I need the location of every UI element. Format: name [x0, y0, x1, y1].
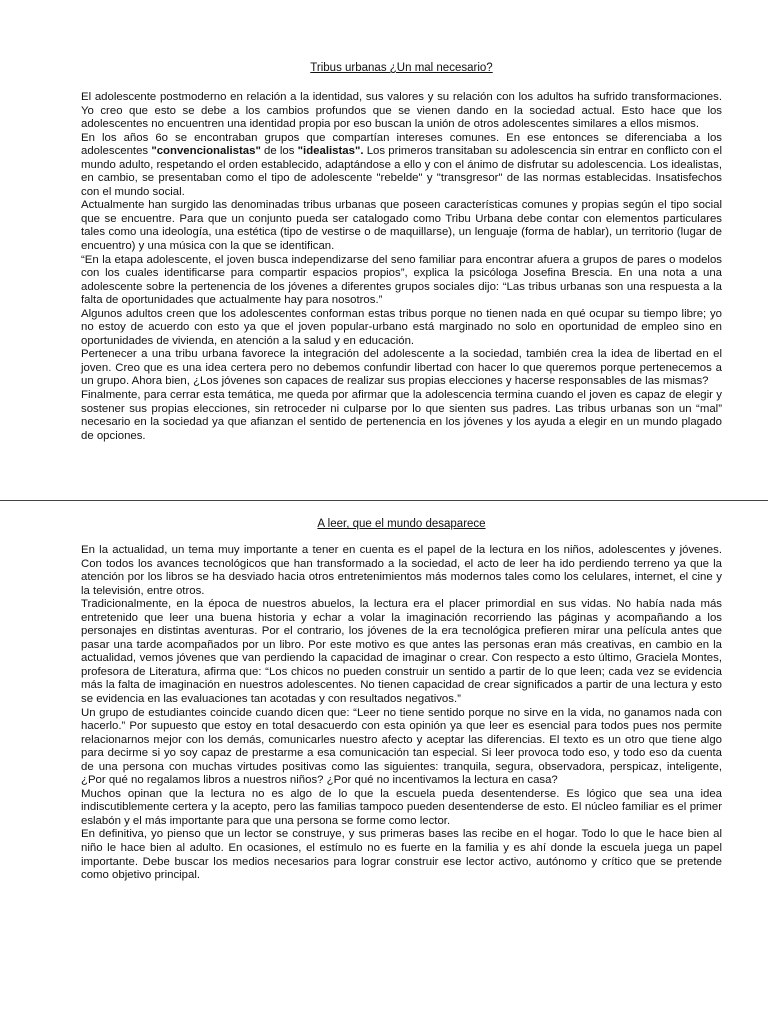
paragraph: Un grupo de estudiantes coincide cuando dicen que: “Leer no tiene sentido porque no sirve en la vida, no ganamos nada con hacerlo.” Por supuesto que estoy en total desacuerdo con esta opinión ya que leer es esencial para todos pues nos permite relacionarnos mejor con los demás, comunicarles nuestro afecto y aceptar las diferencias. El texto es un otro que tiene algo para decirme si yo soy capaz de prestarme a esa comunicación tan especial. Si leer provoca todo eso, y todo eso da cuenta de una persona con muchas virtudes positivas como las siguientes: tranquila, segura, observadora, perspicaz, inteligente, ¿Por qué no regalamos libros a nuestros niños? ¿Por qué no incentivamos la lectura en casa? — [81, 706, 722, 787]
section-divider — [0, 500, 768, 501]
paragraph — [81, 132, 722, 200]
paragraph: En definitiva, yo pienso que un lector se construye, y sus primeras bases las recibe en el hogar. Todo lo que le hace bien al niño le hace bien al adulto. En ocasiones, el estímulo no es fuerte en la familia y es ahí donde la escuela juega un papel importante. Debe buscar los medios necesarios para lograr construir ese lector activo, autónomo y crítico que se pretende como objetivo principal. — [81, 828, 722, 882]
paragraph: Actualmente han surgido las denominadas tribus urbanas que poseen características comunes y propias según el tipo social que se encuentre. Para que un conjunto pueda ser catalogado como Tribu Urbana debe contar con elementos particulares tales como una ideología, una estética (tipo de vestirse o de maquillarse), un lenguaje (forma de hablar), un territorio (lugar de encuentro) y una música con la que se identifican. — [81, 199, 722, 253]
article-tribus-urbanas — [81, 61, 722, 443]
paragraph: En la actualidad, un tema muy importante a tener en cuenta es el papel de la lectura en los niños, adolescentes y jóvenes. Con todos los avances tecnológicos que han transformado a la sociedad, el acto de leer ha ido perdiendo terreno ya que la atención por los libros se ha desviado hacia otros entretenimientos más modernos tales como los celulares, internet, el cine y la televisión, entre otros. — [81, 544, 722, 597]
paragraph: Finalmente, para cerrar esta temática, me queda por afirmar que la adolescencia termina cuando el joven es capaz de elegir y sostener sus propias elecciones, sin retroceder ni culparse por lo que sienten sus padres. Las tribus urbanas son un “mal” necesario en la sociedad ya que afianzan el sentido de pertenencia en los jóvenes y los ayuda a elegir en un mundo plagado de opciones. — [81, 389, 722, 442]
bold-term: "idealistas". — [297, 145, 364, 158]
paragraph: Muchos opinan que la lectura no es algo de lo que la escuela pueda desentenderse. Es lógico que sea una idea indiscutiblemente certera y la acepto, pero las familias tampoco pueden desentenderse de esto. El núcleo familiar es el primer eslabón y el más importante para que una persona se forme como lector. — [81, 787, 722, 827]
paragraph: Tradicionalmente, en la época de nuestros abuelos, la lectura era el placer primordial en sus vidas. No había nada más entretenido que leer una buena historia y echar a volar la imaginación recorriendo las páginas y acompañando a los personajes en distintas aventuras. Por el contrario, los jóvenes de la era tecnológica prefieren mirar una película antes que pasar una tarde acompañados por un libro. Por este motivo es que antes las personas eran más creativas, en cambio en la actualidad, vemos jóvenes que van perdiendo la capacidad de imaginar o crear. Con respecto a esto último, Graciela Montes, profesora de Literatura, afirma que: “Los chicos no pueden construir un sentido a partir de lo que leen; cada vez se evidencia más la falta de imaginación en nuestros adolescentes. No tienen capacidad de crear significados a partir de una lectura y esto se evidencia en las evaluaciones tan acotadas y con resultados negativos.” — [81, 598, 722, 706]
paragraph: “En la etapa adolescente, el joven busca independizarse del seno familiar para encontrar afuera a grupos de pares o modelos con los cuales identificarse para compartir espacios propios”, explica la psicóloga Josefina Brescia. En una nota a una adolescente sobre la pertenencia de los jóvenes a diferentes grupos sociales dijo: “Las tribus urbanas son una respuesta a la falta de oportunidades que actualmente hay para nosotros.” — [81, 253, 722, 307]
paragraph: Algunos adultos creen que los adolescentes conforman estas tribus porque no tienen nada en qué ocupar su tiempo libre; yo no estoy de acuerdo con esto ya que el joven popular-urbano está marginado no solo en oportunidad de empleo sino en oportunidades de vivienda, en atención a la salud y en educación. — [81, 307, 722, 347]
article-a-leer — [81, 517, 722, 883]
article-title: Tribus urbanas ¿Un mal necesario? — [310, 62, 493, 74]
text-run: de los — [260, 145, 298, 158]
text-run: Los primeros transitaban su adolescencia sin entrar en conflicto con el mundo adulto, respetando el orden establecido, adaptándose a ello y con el ánimo de disfrutar su adolescencia. Los idealistas, en cambio, se presentaban como el tipo de adolescente "rebelde" y "transgresor" de las normas establecidas. Insatisfechos con el mundo social. — [81, 145, 723, 198]
paragraph: El adolescente postmoderno en relación a la identidad, sus valores y su relación con los adultos ha sufrido transformaciones. Yo creo que esto se debe a los cambios profundos que se vienen dando en la sociedad actual. Esto hace que los adolescentes no encuentren una identidad propia por eso buscan la unión de otros adolescentes similares a ellos mismos. — [81, 91, 722, 131]
text-run: En los años 6o se encontraban grupos que compartían intereses comunes. En ese entonces se diferenciaba a los adolescentes — [81, 131, 722, 158]
article-title: A leer, que el mundo desaparece — [317, 518, 486, 530]
paragraph: Pertenecer a una tribu urbana favorece la integración del adolescente a la sociedad, también crea la idea de libertad en el joven. Creo que es una idea certera pero no debemos confundir libertad con hacer lo que queremos porque pertenecemos a un grupo. Ahora bien, ¿Los jóvenes son capaces de realizar sus propias elecciones y hacerse responsables de las mismas? — [81, 348, 722, 388]
bold-term: "convencionalistas" — [151, 145, 261, 158]
